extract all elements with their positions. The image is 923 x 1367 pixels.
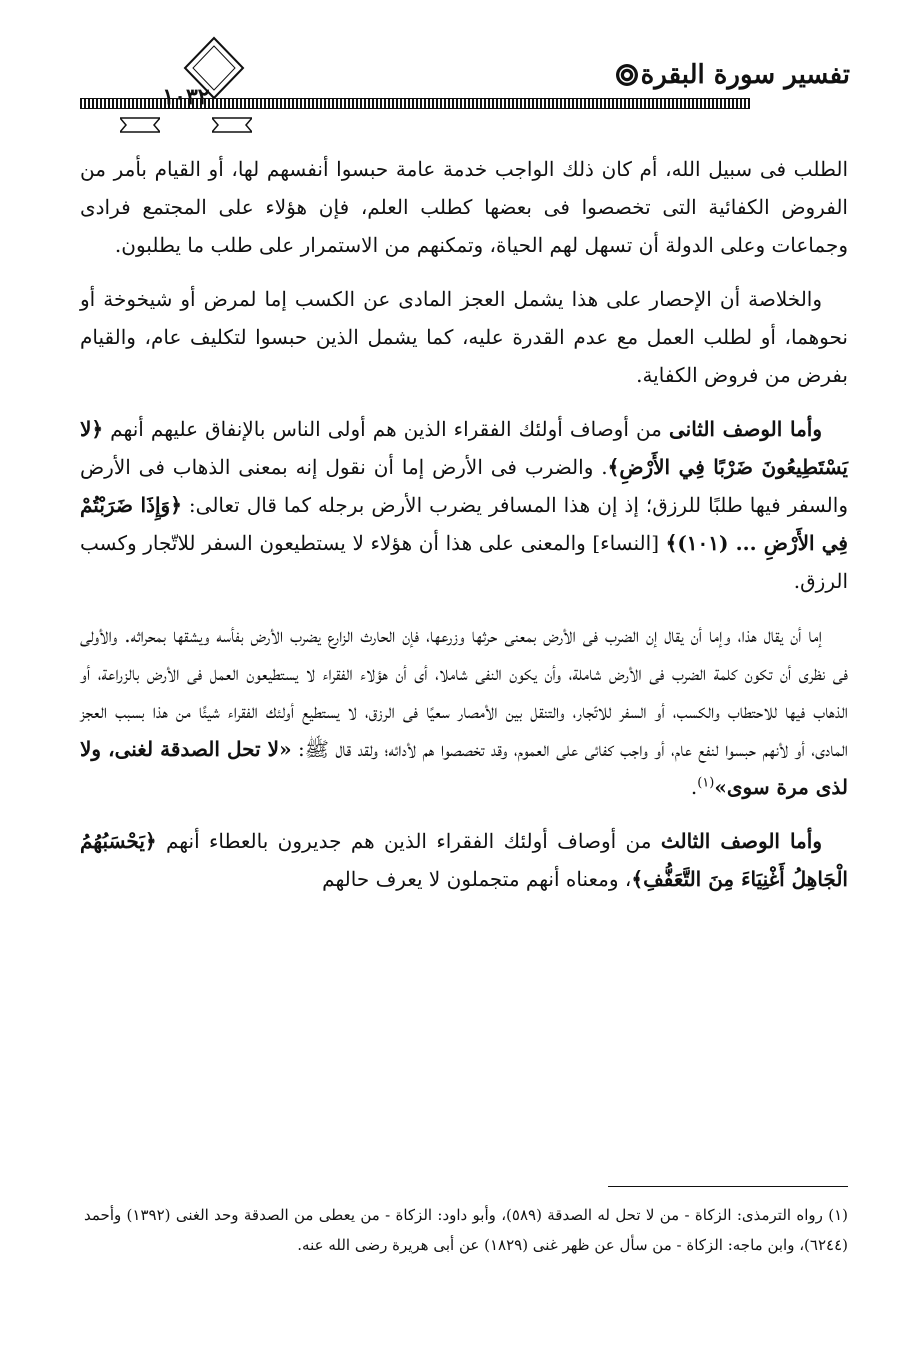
quran-verse-3: ﴿يَحْسَبُهُمُ الْجَاهِلُ أَغْنِيَاءَ مِنَ التَّعَفُّفِ﴾	[80, 829, 848, 891]
paragraph-1	[80, 150, 848, 264]
paragraph-3-text-b: . والضرب فى الأرض إما أن نقول إنه بمعنى الذهاب فى الأرض والسفر فيها طلبًا للرزق؛ إذ إن هذا المسافر يضرب الأرض برجله كما قال تعالى:	[80, 455, 848, 517]
paragraph-3-lead: وأما الوصف الثانى	[668, 417, 822, 441]
paragraph-4-text: إما أن يقال هذا، وإما أن يقال إن الضرب فى الأرض بمعنى حرثها وزرعها، فإن الحارث الزارع يضرب الأرض بفأسه ويشقها بمحراثه. والأولى فى نظرى أن تكون كلمة الضرب فى الأرض شاملة، وأن يكون النفى شاملا، أى أن هؤلاء الفقراء لا يستطيعون العمل فى الأرض بالزراعة، أو الذهاب فيها للاحتطاب والكسب، أو السفر للاتّجار، والتنقل بين الأمصار سعيًا فى الرزق، لا يستطيع أولئك الفقراء شيئًا من هذا بسبب العجز المادى، أو لأنهم حبسوا لنفع عام، أو واجب كفائى على العموم، وقد تخصصوا هم لأدائه؛ ولقد قال ﷺ:	[80, 623, 848, 761]
paragraph-3-text-a: من أوصاف أولئك الفقراء الذين هم أولى الناس بالإنفاق عليهم أنهم	[103, 417, 669, 441]
footnote-divider	[608, 1186, 848, 1187]
paragraph-4	[80, 616, 848, 806]
hadith-quote: «لا تحل الصدقة لغنى، ولا لذى مرة سوى»	[80, 737, 848, 799]
flower-ornament-icon	[614, 62, 640, 88]
paragraph-2	[80, 280, 848, 394]
paragraph-2-text: والخلاصة أن الإحصار على هذا يشمل العجز المادى عن الكسب إما لمرض أو شيخوخة أو نحوهما، أو لطلب العمل مع عدم القدرة عليه، كما يشمل الذين حبسوا لتكليف عام، والقيام بفرض من فروض الكفاية.	[80, 287, 848, 387]
paragraph-5-lead: وأما الوصف الثالث	[660, 829, 822, 853]
ribbon-left-icon	[120, 116, 160, 134]
running-title: تفسير سورة البقرة	[640, 60, 850, 90]
paragraph-5-text-a: من أوصاف أولئك الفقراء الذين هم جديرون بالعطاء أنهم	[156, 829, 661, 853]
paragraph-3	[80, 410, 848, 600]
paragraph-3-text-c: [النساء] والمعنى على هذا أن هؤلاء لا يستطيعون السفر للاتّجار وكسب الرزق.	[80, 531, 848, 593]
paragraph-4-end: .	[690, 775, 698, 799]
paragraph-5-text-b: ، ومعناه أنهم متجملون لا يعرف حالهم	[322, 867, 632, 891]
main-text	[80, 150, 848, 914]
quran-verse-1: ﴿لا يَسْتَطِيعُونَ ضَرْبًا فِي الأَرْضِ﴾	[80, 417, 848, 479]
paragraph-1-text: الطلب فى سبيل الله، أم كان ذلك الواجب خدمة عامة حبسوا أنفسهم لها، أو القيام بأمر من الفروض الكفائية التى تخصصوا فى بعضها كطلب العلم، فإن هؤلاء على المجتمع فرادى وجماعات وعلى الدولة أن تسهل لهم الحياة، وتمكنهم من الاستمرار على طلب ما يطلبون.	[80, 157, 848, 257]
paragraph-5	[80, 822, 848, 898]
footnote: (١) رواه الترمذى: الزكاة - من لا تحل له الصدقة (٥٨٩)، وأبو داود: الزكاة - من يعطى من الصدقة وحد الغنى (١٣٩٢) وأحمد (٦٢٤٤)، وابن ماجه: الزكاة - من سأل عن ظهر غنى (١٨٢٩) عن أبى هريرة رضى الله عنه.	[84, 1206, 848, 1254]
ribbon-right-icon	[212, 116, 252, 134]
page-number: ١٠٣٢	[162, 84, 210, 110]
footnote-reference: (١)	[697, 775, 715, 791]
quran-verse-2: ﴿وَإِذَا ضَرَبْتُمْ فِي الأَرْضِ ... (١٠١)﴾	[80, 493, 848, 555]
